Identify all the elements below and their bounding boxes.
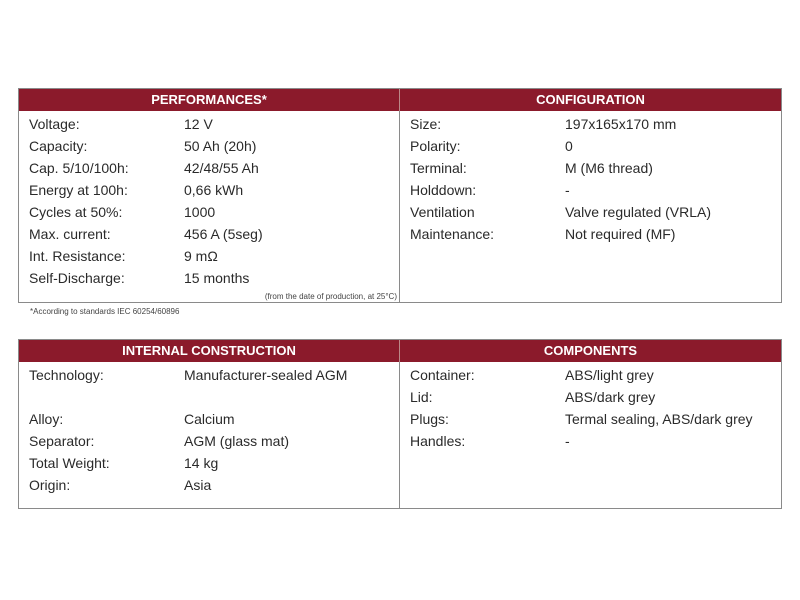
spec-value: AGM (glass mat) [184,433,290,449]
spec-label: Terminal: [410,160,467,176]
spec-value: - [565,433,570,449]
performances-column [19,111,400,302]
spec-label: Handles: [410,433,466,449]
spec-label: Maintenance: [410,226,495,242]
spec-value: 9 mΩ [184,248,218,264]
spec-row [400,113,781,135]
spec-value: M (M6 thread) [565,160,653,176]
spec-row [19,364,399,386]
spec-row [400,157,781,179]
internal-construction-title: INTERNAL CONSTRUCTION [19,340,400,362]
spec-row [400,430,781,452]
spec-value: 456 A (5seg) [184,226,263,242]
components-column [400,362,781,508]
spec-label: Separator: [29,433,95,449]
spec-label: Ventilation [410,204,475,220]
spec-row [19,386,399,408]
spec-label: Total Weight: [29,455,110,471]
spec-row [19,408,399,430]
spec-value: Termal sealing, ABS/dark grey [565,411,753,427]
spec-label: Lid: [410,389,433,405]
spec-label: Holddown: [410,182,477,198]
spec-label: Alloy: [29,411,64,427]
spec-value: Not required (MF) [565,226,676,242]
specs-table-construction-components [18,339,782,509]
spec-value: 14 kg [184,455,219,471]
spec-label: Self-Discharge: [29,270,125,286]
spec-label: Polarity: [410,138,461,154]
spec-value: Valve regulated (VRLA) [565,204,712,220]
spec-label: Capacity: [29,138,88,154]
spec-value: 0 [565,138,573,154]
spec-row [19,223,399,245]
spec-value: 50 Ah (20h) [184,138,257,154]
spec-value: 197x165x170 mm [565,116,677,132]
spec-row [19,179,399,201]
spec-row [19,245,399,267]
specs-table-performance-configuration [18,88,782,303]
spec-row [19,135,399,157]
spec-row [400,364,781,386]
spec-value: 0,66 kWh [184,182,244,198]
spec-value: Asia [184,477,212,493]
spec-value: ABS/light grey [565,367,654,383]
spec-label: Voltage: [29,116,80,132]
spec-row [19,113,399,135]
spec-row [400,408,781,430]
spec-label: Technology: [29,367,104,383]
performances-title: PERFORMANCES* [19,89,400,111]
spec-row [19,201,399,223]
spec-row [400,179,781,201]
spec-row [400,223,781,245]
spec-row [19,267,399,289]
configuration-title: CONFIGURATION [536,92,645,107]
internal-construction-column [19,362,400,508]
spec-value: 42/48/55 Ah [184,160,259,176]
spec-row [400,135,781,157]
spec-row [19,452,399,474]
spec-label: Container: [410,367,475,383]
spec-row [400,201,781,223]
spec-row [19,430,399,452]
table-header [19,340,781,362]
spec-row [19,474,399,496]
spec-row [400,386,781,408]
spec-label: Origin: [29,477,71,493]
spec-label: Cap. 5/10/100h: [29,160,129,176]
spec-label: Cycles at 50%: [29,204,123,220]
standards-footnote: *According to standards IEC 60254/60896 [30,307,180,316]
spec-label: Max. current: [29,226,111,242]
spec-label: Size: [410,116,442,132]
configuration-column [400,111,781,302]
spec-value: Manufacturer-sealed AGM [184,367,348,383]
spec-row [19,157,399,179]
components-title: COMPONENTS [543,343,638,358]
spec-label: Energy at 100h: [29,182,128,198]
spec-value: - [565,182,570,198]
self-discharge-note: (from the date of production, at 25°C) [264,292,397,301]
spec-label: Int. Resistance: [29,248,126,264]
spec-value: 1000 [184,204,216,220]
table-header [19,89,781,111]
spec-label: Plugs: [410,411,449,427]
spec-value: Calcium [184,411,235,427]
spec-value: 12 V [184,116,213,132]
spec-value: ABS/dark grey [565,389,656,405]
spec-value: 15 months [184,270,250,286]
